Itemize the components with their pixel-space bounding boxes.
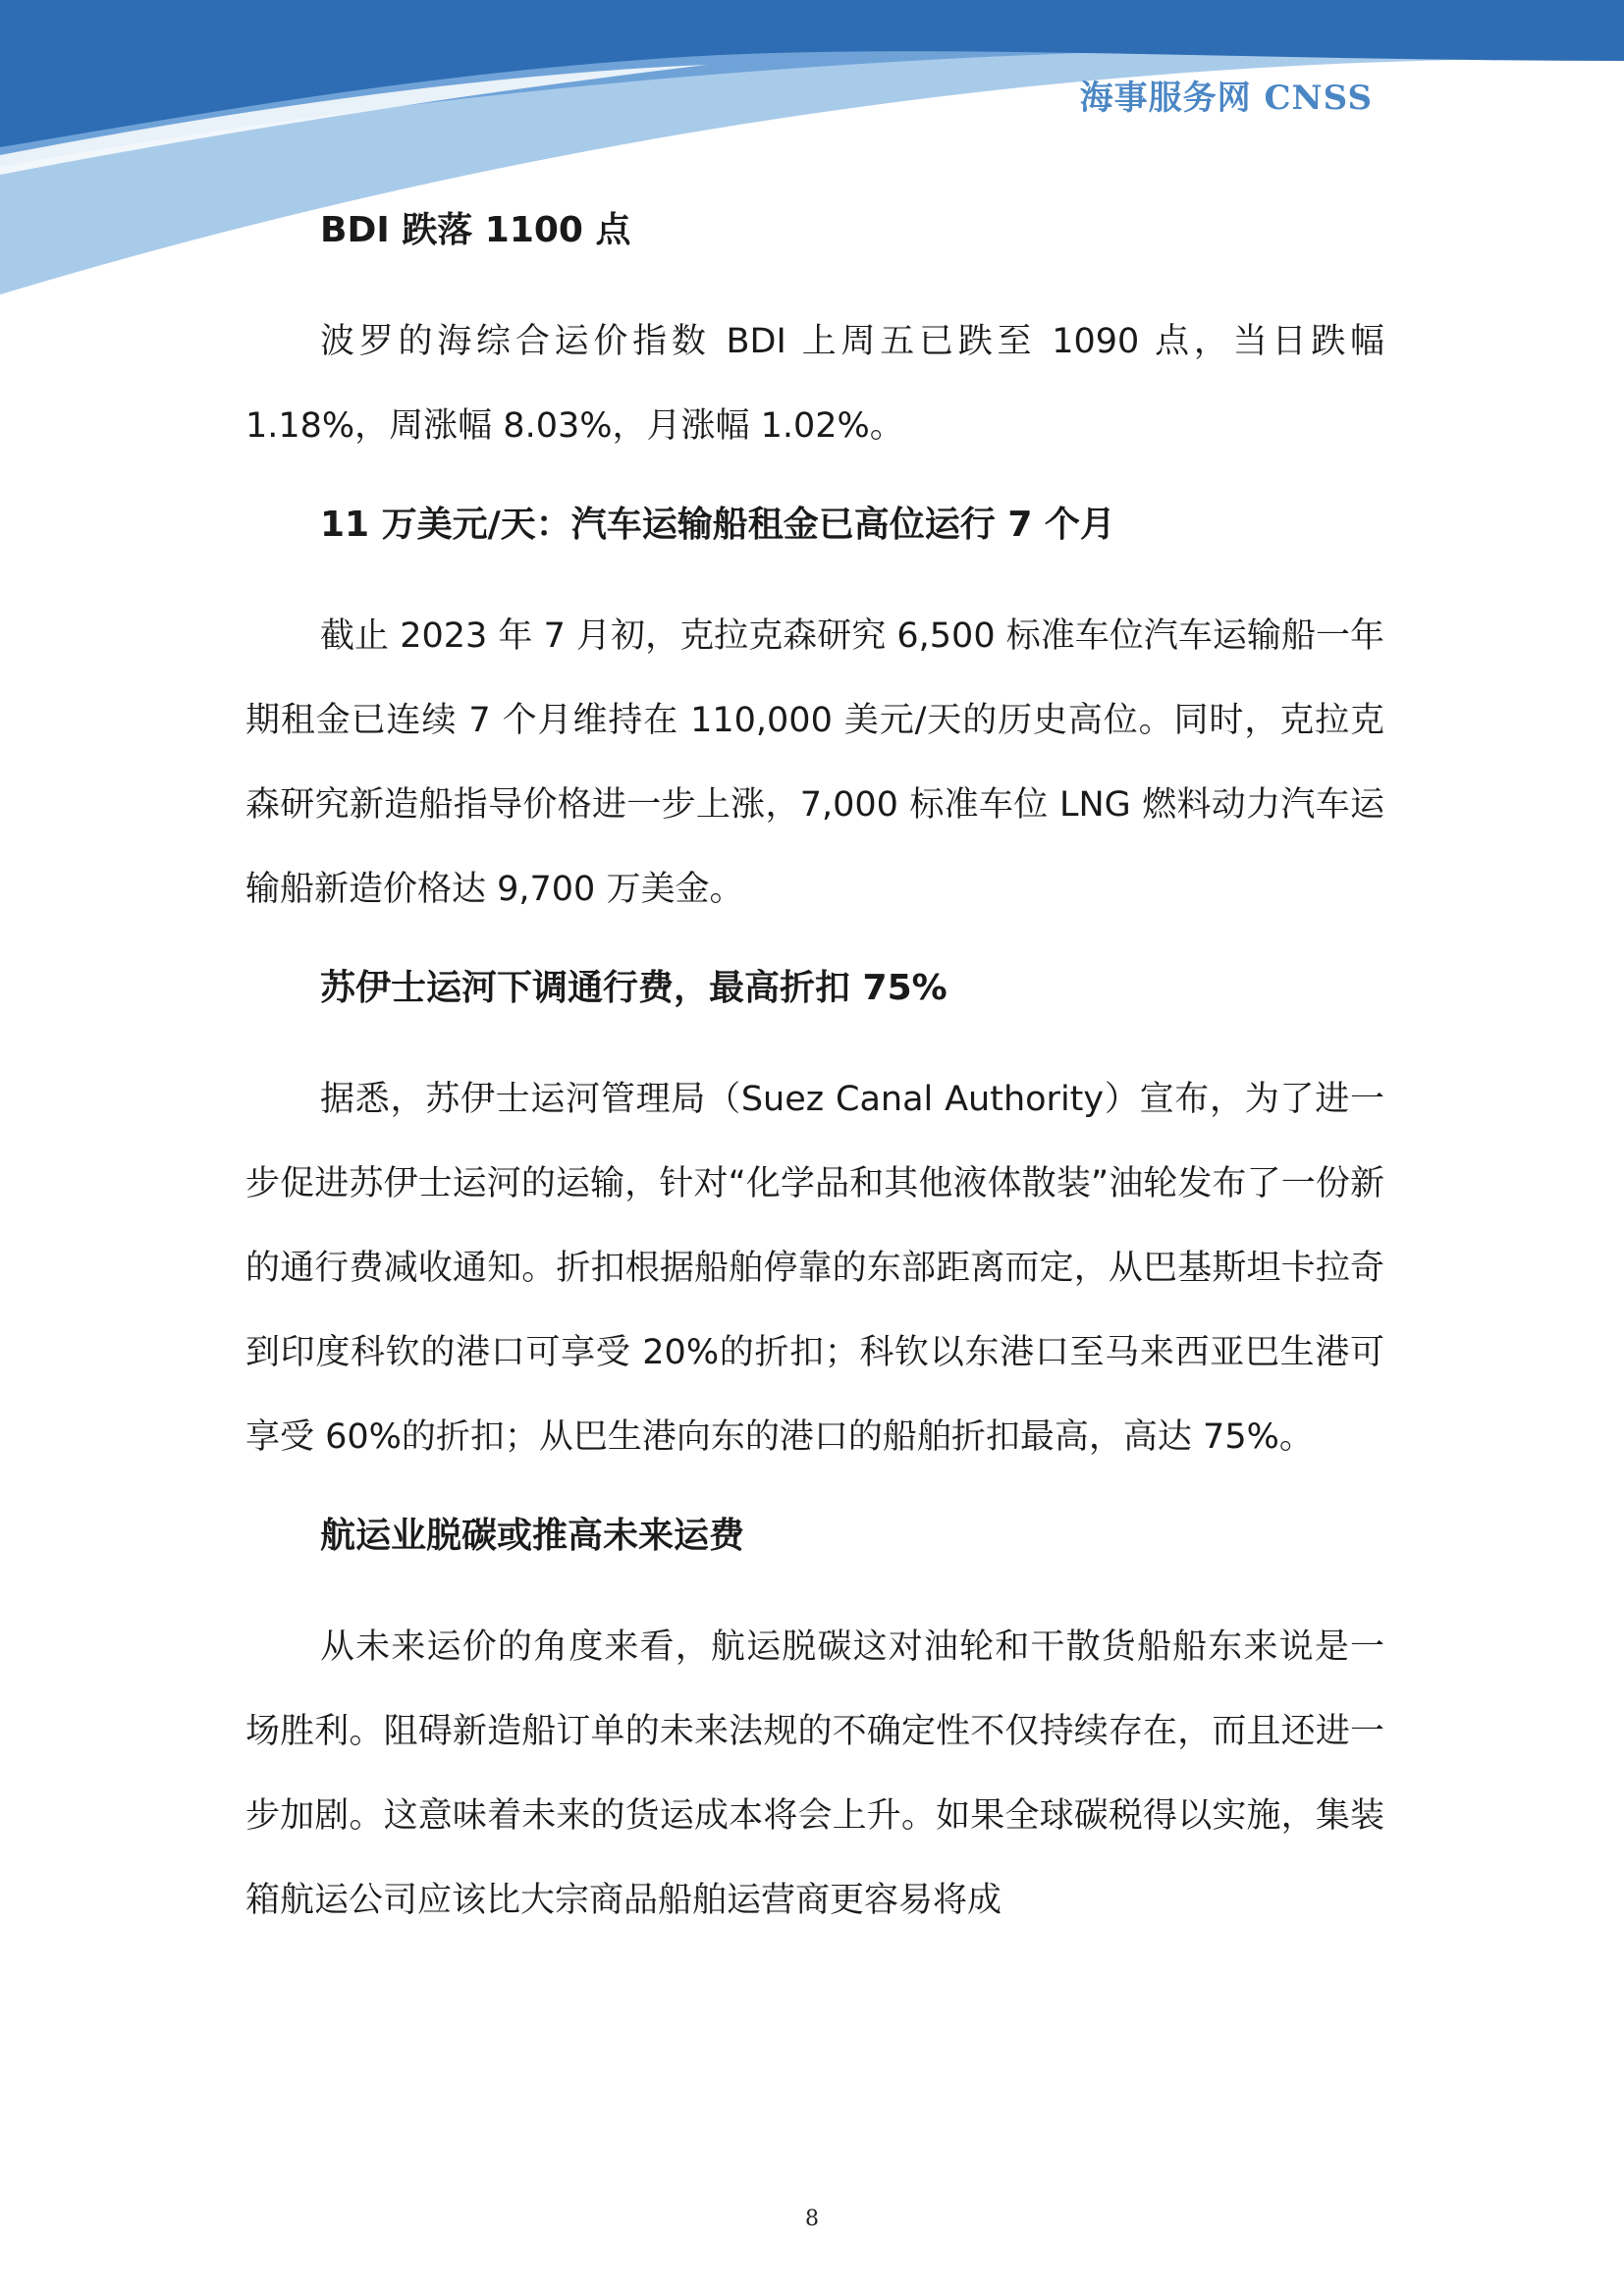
section-heading: BDI 跌落 1100 点 bbox=[320, 210, 631, 250]
section-heading: 苏伊士运河下调通行费，最高折扣 75% bbox=[320, 968, 947, 1008]
section-paragraph: 据悉，苏伊士运河管理局（Suez Canal Authority）宣布，为了进一步促进苏伊士运河的运输，针对“化学品和其他液体散装”油轮发布了一份新的通行费减收通知。折扣根据船舶停靠的东部距离而定，从巴基斯坦卡拉奇到印度科钦的港口可享受 20%的折扣；科钦以东港口至马来西亚巴生港可享受 60%的折扣；从巴生港向东的港口的船舶折扣最高，高达 75%。 bbox=[245, 1080, 1384, 1457]
article-body bbox=[245, 201, 1384, 1970]
section-paragraph: 截止 2023 年 7 月初，克拉克森研究 6,500 标准车位汽车运输船一年期租金已连续 7 个月维持在 110,000 美元/天的历史高位。同时，克拉克森研究新造船指导价格进一步上涨，7,000 标准车位 LNG 燃料动力汽车运输船新造价格达 9,700 万美金。 bbox=[245, 616, 1384, 909]
brand-title: 海事服务网 CNSS bbox=[1079, 79, 1373, 118]
page-number: 8 bbox=[805, 2207, 819, 2231]
section-paragraph: 从未来运价的角度来看，航运脱碳这对油轮和干散货船船东来说是一场胜利。阻碍新造船订单的未来法规的不确定性不仅持续存在，而且还进一步加剧。这意味着未来的货运成本将会上升。如果全球碳税得以实施，集装箱航运公司应该比大宗商品船舶运营商更容易将成 bbox=[245, 1628, 1384, 1920]
section-heading: 航运业脱碳或推高未来运费 bbox=[320, 1516, 745, 1556]
section-heading: 11 万美元/天：汽车运输船租金已高位运行 7 个月 bbox=[320, 505, 1115, 545]
section-paragraph: 波罗的海综合运价指数 BDI 上周五已跌至 1090 点，当日跌幅 1.18%，周涨幅 8.03%，月涨幅 1.02%。 bbox=[245, 322, 1384, 446]
